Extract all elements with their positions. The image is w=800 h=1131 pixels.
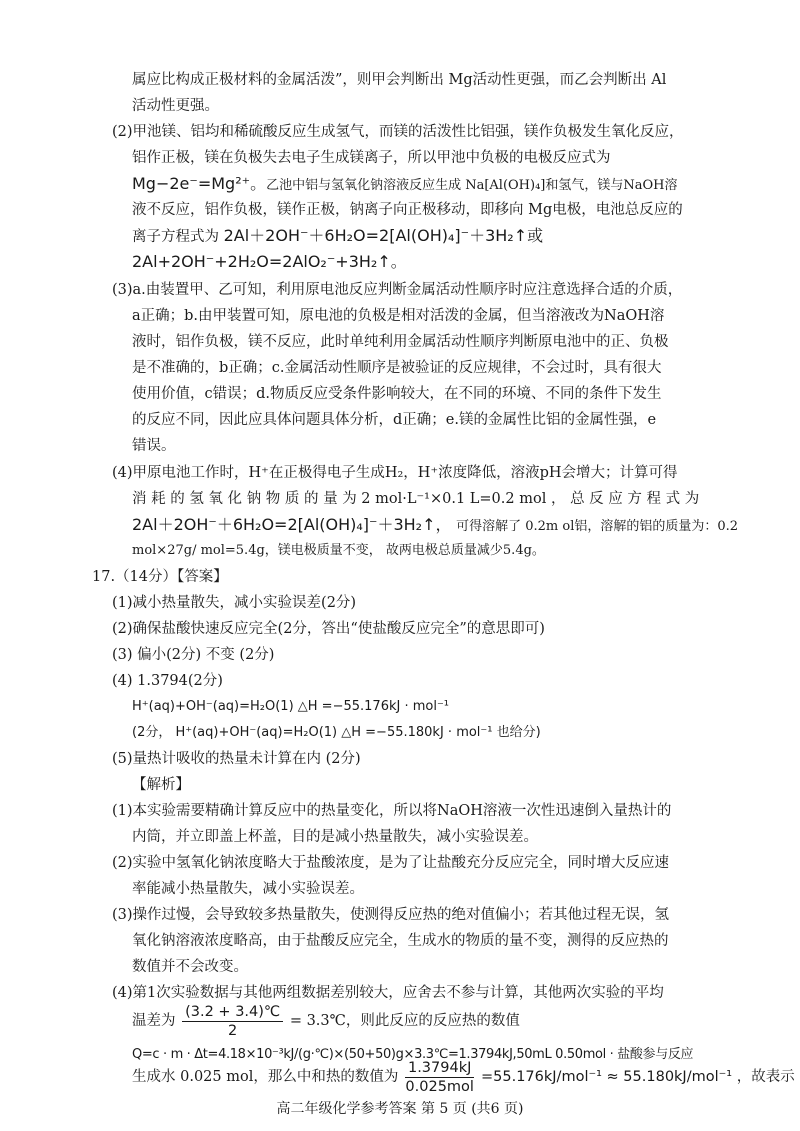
answer-line: (1)减小热量散失，减小实验误差(2分) bbox=[112, 595, 357, 611]
equation: Mg−2e⁻=Mg²⁺。 bbox=[132, 174, 267, 193]
fraction bbox=[182, 1003, 283, 1040]
text-line: 错误。 bbox=[132, 438, 176, 454]
heat-calculation: Q=c · m · Δt=4.18×10⁻³kJ/(g·℃)×(50+50)g×3.3℃=1.3794kJ,50mL 0.50mol · 盐酸参与反应 bbox=[132, 1047, 694, 1062]
text-line: 消 耗 的 氢 氧 化 钠 物 质 的 量 为 2 mol·L⁻¹×0.1 L=0.2 mol ， 总 反 应 方 程 式 为 bbox=[132, 491, 700, 507]
thermochemical-equation-alt: (2分， H⁺(aq)+OH⁻(aq)=H₂O(1) △H =−55.180kJ · mol⁻¹ 也给分) bbox=[132, 725, 541, 740]
average-temperature-line bbox=[132, 1002, 520, 1040]
text-line: 是不准确的，b正确；c.金属活动性顺序是被验证的反应规律，不会过时，具有很大 bbox=[132, 360, 662, 376]
page-footer: 高二年级化学参考答案 第 5 页 (共6 页) bbox=[276, 1101, 524, 1117]
half-reaction-equation bbox=[132, 173, 678, 197]
text-line: (4)甲原电池工作时，H⁺在正极得电子生成H₂，H⁺浓度降低，溶液pH会增大；计算可得 bbox=[112, 465, 678, 481]
equation: 2Al＋2OH⁻＋6H₂O=2[Al(OH)₄]⁻＋3H₂↑或 bbox=[223, 226, 544, 245]
text: 生成水 0.025 mol，那么中和热的数值为 bbox=[132, 1069, 399, 1085]
text-line-with-equation bbox=[132, 225, 543, 248]
text-line: 氧化钠溶液浓度略高，由于盐酸反应完全，生成水的物质的量不变，测得的反应热的 bbox=[132, 933, 669, 949]
equation: 2Al+2OH⁻+2H₂O=2AlO₂⁻+3H₂↑。 bbox=[132, 252, 407, 271]
text-line: (4)第1次实验数据与其他两组数据差别较大，应舍去不参与计算，其他两次实验的平均 bbox=[112, 985, 664, 1001]
text-line: (3)a.由装置甲、乙可知，利用原电池反应判断金属活动性顺序时应注意选择合适的介质， bbox=[112, 282, 683, 298]
text-line: mol×27g/ mol=5.4g，镁电极质量不变， 故两电极总质量减少5.4g。 bbox=[132, 543, 545, 558]
text-line: 的反应不同，因此应具体问题具体分析，d正确；e.镁的金属性比铝的金属性强，e bbox=[132, 412, 657, 428]
text: 可得溶解了 0.2m ol铝，溶解的铝的质量为：0.2 bbox=[456, 519, 739, 534]
question-heading: 17.（14分）【答案】 bbox=[92, 569, 228, 585]
answer-line: (5)量热计吸收的热量未计算在内 (2分) bbox=[112, 751, 361, 767]
text-line: 使用价值，c错误；d.物质反应受条件影响较大，在不同的环境、不同的条件下发生 bbox=[132, 386, 662, 402]
text-line: a正确；b.由甲装置可知，原电池的负极是相对活泼的金属，但当溶液改为NaOH溶 bbox=[132, 308, 665, 324]
text-line: 率能减小热量散失，减小实验误差。 bbox=[132, 881, 364, 897]
answer-line: (3) 偏小(2分) 不变 (2分) bbox=[112, 647, 275, 663]
text: = 3.3℃，则此反应的反应热的数值 bbox=[289, 1013, 520, 1029]
text-line: 内筒，并立即盖上杯盖，目的是减小热量散失，减小实验误差。 bbox=[132, 829, 538, 845]
text-line: (2)实验中氢氧化钠浓度略大于盐酸浓度，是为了让盐酸充分反应完全，同时增大反应速 bbox=[112, 855, 670, 871]
fraction-numerator: (3.2 + 3.4)℃ bbox=[182, 1003, 283, 1022]
answer-line: (4) 1.3794(2分) bbox=[112, 673, 223, 689]
text: 离子方程式为 bbox=[132, 229, 219, 245]
fraction bbox=[405, 1059, 474, 1096]
thermochemical-equation: H⁺(aq)+OH⁻(aq)=H₂O(1) △H =−55.176kJ · mol⁻¹ bbox=[132, 699, 450, 714]
result-value: =55.176kJ/mol⁻¹ ≈ 55.180kJ/mol⁻¹ bbox=[481, 1069, 733, 1085]
text-line: 数值并不会改变。 bbox=[132, 959, 248, 975]
text-line: 属应比构成正极材料的金属活泼”，则甲会判断出 Mg活动性更强，而乙会判断出 Al bbox=[132, 72, 667, 88]
text: ，故表示 bbox=[736, 1069, 795, 1085]
text-line: (1)本实验需要精确计算反应中的热量变化，所以将NaOH溶液一次性迅速倒入量热计的 bbox=[112, 803, 672, 819]
text-line: 液不反应，铝作负极，镁作正极，钠离子向正极移动，即移向 Mg电极，电池总反应的 bbox=[132, 202, 683, 218]
fraction-denominator: 2 bbox=[228, 1022, 238, 1039]
text: 温差为 bbox=[132, 1013, 176, 1029]
text-line: 乙池中铝与氢氧化钠溶液反应生成 Na[Al(OH)₄]和氢气，镁与NaOH溶 bbox=[266, 178, 678, 193]
answer-line: (2)确保盐酸快速反应完全(2分，答出“使盐酸反应完全”的意思即可) bbox=[112, 621, 545, 637]
text-line: 铝作正极，镁在负极失去电子生成镁离子，所以甲池中负极的电极反应式为 bbox=[132, 150, 611, 166]
text-line: 活动性更强。 bbox=[132, 98, 219, 114]
fraction-denominator: 0.025mol bbox=[405, 1078, 474, 1095]
equation: 2Al＋2OH⁻＋6H₂O=2[Al(OH)₄]⁻＋3H₂↑， bbox=[132, 515, 452, 534]
text-line: (2)甲池镁、铝均和稀硫酸反应生成氢气，而镁的活泼性比铝强，镁作负极发生氧化反应， bbox=[112, 124, 684, 140]
neutralization-heat-line bbox=[132, 1058, 795, 1096]
fraction-numerator: 1.3794kJ bbox=[405, 1059, 474, 1078]
text-line-with-equation bbox=[132, 514, 738, 538]
explanation-heading: 【解析】 bbox=[132, 777, 190, 793]
text-line: 液时，铝作负极，镁不反应，此时单纯利用金属活动性顺序判断原电池中的正、负极 bbox=[132, 334, 669, 350]
text-line: (3)操作过慢，会导致较多热量散失，使测得反应热的绝对值偏小；若其他过程无误，氢 bbox=[112, 907, 670, 923]
